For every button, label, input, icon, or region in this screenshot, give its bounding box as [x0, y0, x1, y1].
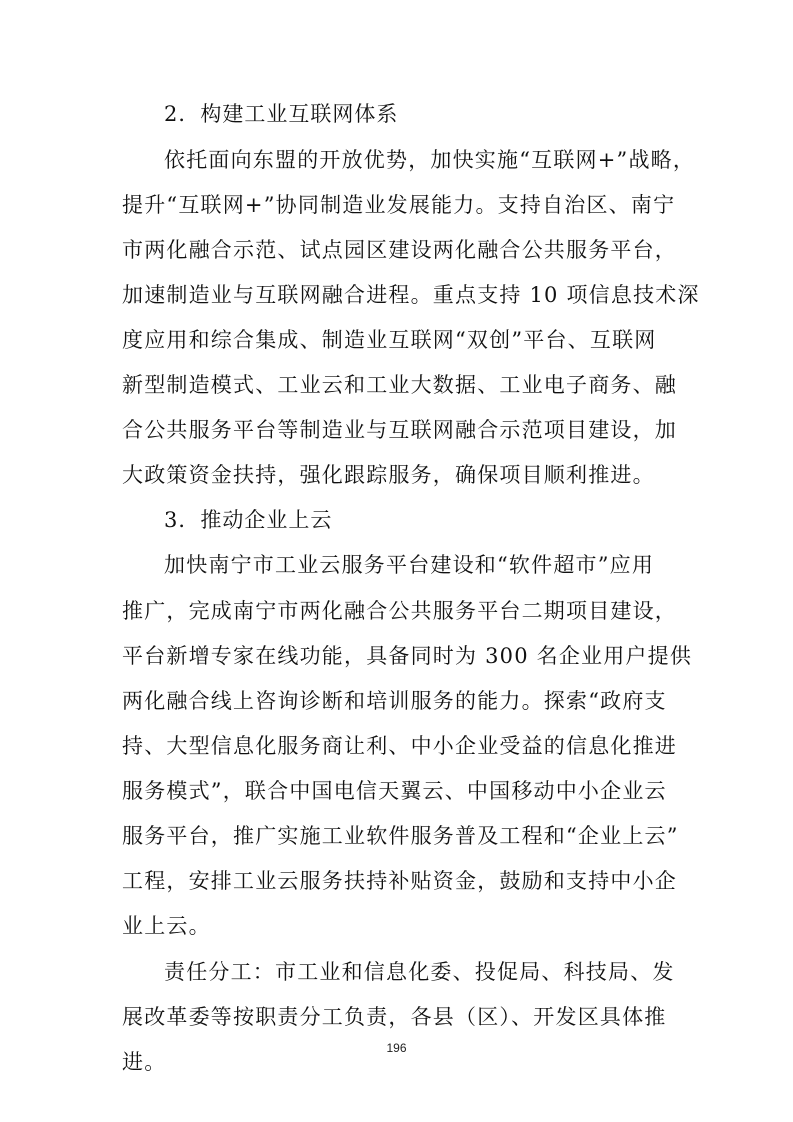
paragraph-line: 市两化融合示范、试点园区建设两化融合公共服务平台， [122, 238, 677, 262]
paragraph-line: 服务平台，推广实施工业软件服务普及工程和“企业上云” [122, 824, 679, 848]
paragraph-line: 责任分工：市工业和信息化委、投促局、科技局、发 [164, 960, 675, 984]
paragraph-line: 两化融合线上咨询诊断和培训服务的能力。探索“政府支 [122, 689, 667, 713]
paragraph-line: 合公共服务平台等制造业与互联网融合示范项目建设，加 [122, 418, 677, 442]
paragraph-line: 新型制造模式、工业云和工业大数据、工业电子商务、融 [122, 373, 677, 397]
page-number: 196 [386, 1041, 407, 1055]
heading-text: 2．构建工业互联网体系 [164, 102, 399, 126]
paragraph-line: 服务模式”，联合中国电信天翼云、中国移动中小企业云 [122, 779, 667, 803]
paragraph-line: 进。 [122, 1050, 167, 1074]
paragraph-line: 加速制造业与互联网融合进程。重点支持 10 项信息技术深 [122, 283, 700, 307]
paragraph-line: 提升“互联网+”协同制造业发展能力。支持自治区、南宁 [122, 193, 676, 217]
paragraph-line: 展改革委等按职责分工负责，各县（区）、开发区具体推 [122, 1005, 667, 1029]
paragraph-line: 大政策资金扶持，强化跟踪服务，确保项目顺利推进。 [122, 463, 655, 487]
paragraph-line: 平台新增专家在线功能，具备同时为 300 名企业用户提供 [122, 644, 693, 668]
paragraph-line: 依托面向东盟的开放优势，加快实施“互联网+”战略， [164, 148, 696, 172]
paragraph-line: 度应用和综合集成、制造业互联网“双创”平台、互联网 [122, 328, 657, 352]
paragraph-line: 加快南宁市工业云服务平台建设和“软件超市”应用 [164, 553, 655, 577]
paragraph-line: 推广，完成南宁市两化融合公共服务平台二期项目建设， [122, 599, 677, 623]
heading-text: 3．推动企业上云 [164, 508, 333, 532]
paragraph-line: 业上云。 [122, 914, 211, 938]
paragraph-line: 持、大型信息化服务商让利、中小企业受益的信息化推进 [122, 734, 677, 758]
paragraph-line: 工程，安排工业云服务扶持补贴资金，鼓励和支持中小企 [122, 869, 677, 893]
